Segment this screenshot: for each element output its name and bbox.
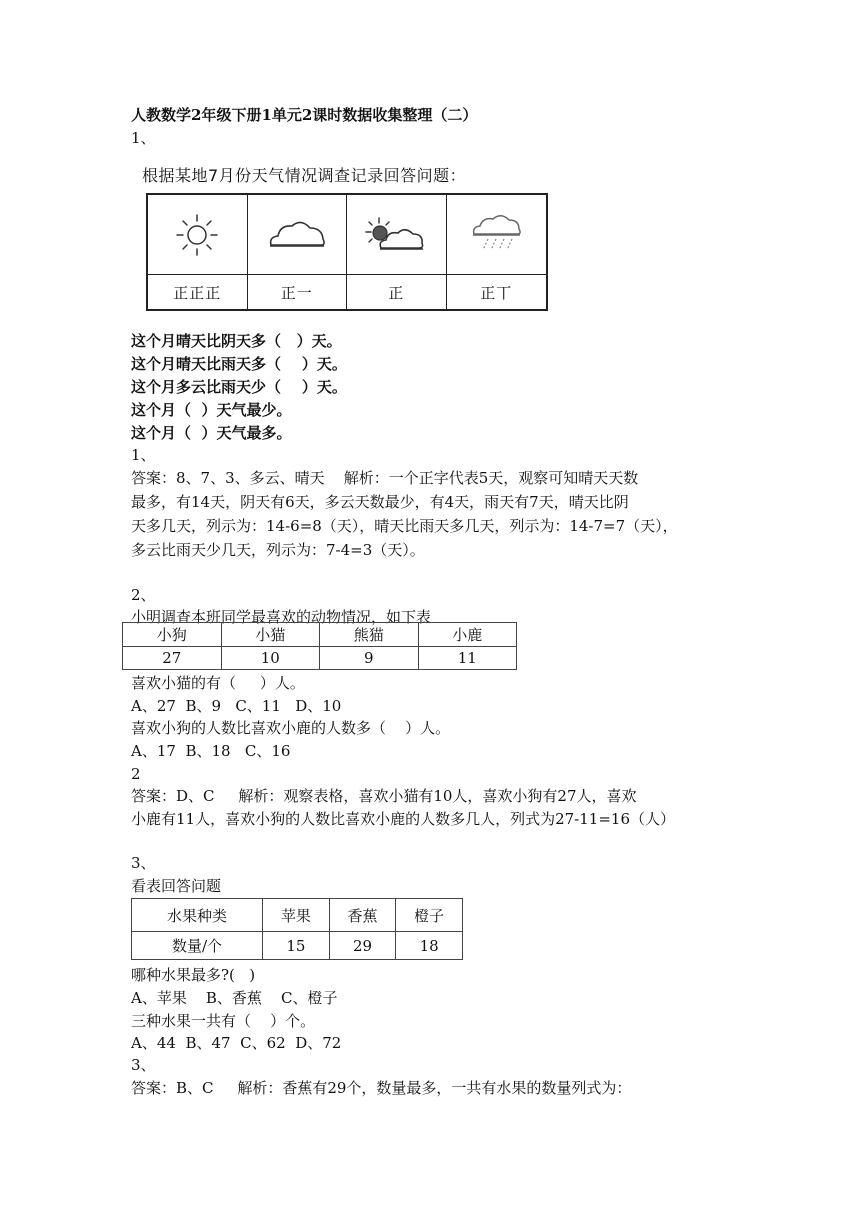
answer-3-number: 3、 — [131, 1056, 156, 1074]
answer-2-line-1: 答案：D、C 解析：观察表格，喜欢小猫有10人，喜欢小狗有27人，喜欢 — [131, 787, 637, 805]
question-3a: 哪种水果最多?( ) — [131, 966, 256, 984]
rain-icon — [466, 210, 526, 260]
answer-1-line-4: 多云比雨天少几天，列示为：7-4=3（天）。 — [131, 541, 425, 559]
partly-cloudy-icon — [361, 210, 431, 260]
options-2a: A、27 B、9 C、11 D、10 — [131, 697, 342, 715]
cloud-icon — [265, 215, 329, 255]
question-1c: 这个月多云比雨天少（ ）天。 — [131, 378, 347, 396]
table-cell: 11 — [418, 647, 517, 670]
table-cell: 香蕉 — [329, 899, 396, 932]
question-2-number: 2、 — [131, 586, 156, 604]
table-cell: 18 — [396, 932, 463, 960]
question-1-number: 1、 — [131, 129, 156, 147]
question-2b: 喜欢小狗的人数比喜欢小鹿的人数多（ ）人。 — [131, 719, 451, 737]
weather-cell-rainy — [447, 195, 547, 275]
table-cell: 9 — [320, 647, 419, 670]
answer-1-line-1: 答案：8、7、3、多云、晴天 解析：一个正字代表5天，观察可知晴天天数 — [131, 469, 639, 487]
weather-cell-cloudy — [248, 195, 348, 275]
animal-table — [122, 622, 517, 670]
table-cell: 29 — [329, 932, 396, 960]
page-title: 人教数学2年级下册1单元2课时数据收集整理（二） — [131, 106, 478, 124]
question-2-intro: 小明调查本班同学最喜欢的动物情况，如下表 — [131, 608, 432, 626]
answer-2-number: 2 — [131, 765, 141, 783]
table-cell: 小猫 — [221, 623, 320, 647]
table-cell: 数量/个 — [132, 932, 263, 960]
table-cell: 小鹿 — [418, 623, 517, 647]
table-cell: 熊猫 — [320, 623, 419, 647]
question-1b: 这个月晴天比雨天多（ ）天。 — [131, 355, 347, 373]
tally-partly-cloudy: 正 — [347, 275, 447, 309]
weather-cell-partly-cloudy — [347, 195, 447, 275]
table-cell: 10 — [221, 647, 320, 670]
answer-2-line-2: 小鹿有11人，喜欢小狗的人数比喜欢小鹿的人数多几人，列式为27-11=16（人） — [131, 810, 675, 828]
sun-icon — [172, 210, 222, 260]
weather-cell-sunny — [148, 195, 248, 275]
options-3a: A、苹果 B、香蕉 C、橙子 — [131, 989, 338, 1007]
options-3b: A、44 B、47 C、62 D、72 — [131, 1034, 342, 1052]
table-cell: 小狗 — [123, 623, 222, 647]
table-row — [123, 623, 517, 647]
tally-cloudy: 正一 — [248, 275, 348, 309]
question-3-intro: 看表回答问题 — [131, 877, 222, 895]
answer-3-line-1: 答案：B、C 解析：香蕉有29个，数量最多，一共有水果的数量列式为： — [131, 1079, 632, 1097]
answer-1-line-2: 最多，有14天，阴天有6天，多云天数最少，有4天，雨天有7天，晴天比阴 — [131, 493, 629, 511]
table-cell: 27 — [123, 647, 222, 670]
answer-1-number: 1、 — [131, 446, 156, 464]
table-cell: 水果种类 — [132, 899, 263, 932]
answer-1-line-3: 天多几天，列示为：14-6=8（天），晴天比雨天多几天，列示为：14-7=7（天）， — [131, 517, 678, 535]
fruit-table — [131, 898, 463, 960]
table-cell: 苹果 — [263, 899, 330, 932]
question-1e: 这个月（ ）天气最多。 — [131, 424, 292, 442]
question-3-number: 3、 — [131, 854, 156, 872]
weather-caption: 根据某地7月份天气情况调查记录回答问题： — [142, 166, 467, 185]
question-2a: 喜欢小猫的有（ ）人。 — [131, 674, 305, 692]
weather-table — [146, 193, 548, 311]
table-row — [123, 647, 517, 670]
tally-sunny: 正正正 — [148, 275, 248, 309]
table-cell: 15 — [263, 932, 330, 960]
question-3b: 三种水果一共有（ ）个。 — [131, 1012, 316, 1030]
question-1d: 这个月（ ）天气最少。 — [131, 401, 292, 419]
question-1a: 这个月晴天比阴天多（ ）天。 — [131, 332, 342, 350]
tally-rainy: 正丅 — [480, 283, 513, 302]
options-2b: A、17 B、18 C、16 — [131, 742, 291, 760]
table-row — [132, 899, 463, 932]
table-row — [132, 932, 463, 960]
table-cell: 橙子 — [396, 899, 463, 932]
